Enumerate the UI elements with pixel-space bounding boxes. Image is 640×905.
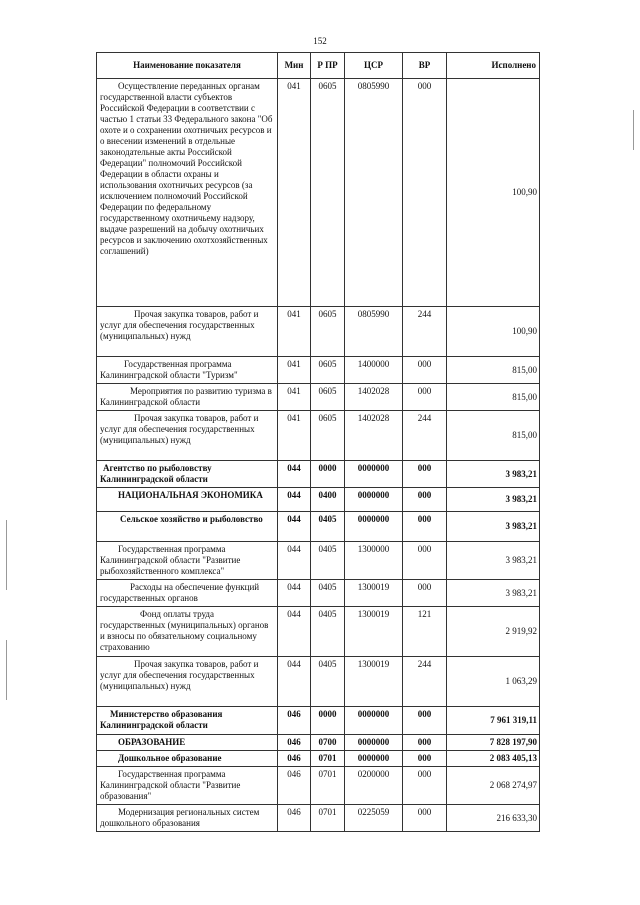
header-vr: ВР xyxy=(403,53,447,79)
cell-csr: 1400000 xyxy=(345,357,403,384)
cell-csr: 1300000 xyxy=(345,542,403,580)
cell-vr: 000 xyxy=(403,542,447,580)
table-row xyxy=(97,735,540,751)
cell-csr: 0000000 xyxy=(345,751,403,767)
cell-vr: 000 xyxy=(403,805,447,832)
cell-name: Министерство образования Калининградской области xyxy=(97,707,278,735)
page-number: 152 xyxy=(313,36,327,46)
cell-csr: 1402028 xyxy=(345,384,403,411)
cell-min: 044 xyxy=(278,461,311,488)
cell-min: 044 xyxy=(278,607,311,657)
cell-amount: 3 983,21 xyxy=(447,580,540,607)
cell-amount: 2 068 274,97 xyxy=(447,767,540,805)
cell-vr: 000 xyxy=(403,707,447,735)
cell-amount: 815,00 xyxy=(447,357,540,384)
cell-min: 044 xyxy=(278,542,311,580)
table-header-row xyxy=(97,53,540,79)
cell-vr: 244 xyxy=(403,307,447,357)
cell-amount: 815,00 xyxy=(447,384,540,411)
cell-amount: 3 983,21 xyxy=(447,512,540,542)
cell-rpr: 0405 xyxy=(311,580,345,607)
cell-vr: 121 xyxy=(403,607,447,657)
cell-rpr: 0700 xyxy=(311,735,345,751)
cell-name: Мероприятия по развитию туризма в Калининградской области xyxy=(97,384,278,411)
cell-csr: 0200000 xyxy=(345,767,403,805)
cell-csr: 0000000 xyxy=(345,707,403,735)
table-row xyxy=(97,580,540,607)
cell-csr: 0000000 xyxy=(345,512,403,542)
cell-min: 044 xyxy=(278,580,311,607)
cell-name: Государственная программа Калининградской области "Развитие рыбохозяйственного комплекса" xyxy=(97,542,278,580)
table-row xyxy=(97,707,540,735)
cell-rpr: 0605 xyxy=(311,79,345,307)
cell-rpr: 0405 xyxy=(311,512,345,542)
cell-csr: 0805990 xyxy=(345,79,403,307)
cell-min: 044 xyxy=(278,488,311,512)
cell-rpr: 0000 xyxy=(311,707,345,735)
cell-min: 046 xyxy=(278,707,311,735)
right-margin-mark xyxy=(633,110,634,150)
cell-amount: 1 063,29 xyxy=(447,657,540,707)
header-csr: ЦСР xyxy=(345,53,403,79)
cell-csr: 0000000 xyxy=(345,488,403,512)
cell-amount: 216 633,30 xyxy=(447,805,540,832)
cell-vr: 000 xyxy=(403,580,447,607)
cell-min: 041 xyxy=(278,384,311,411)
cell-name: Прочая закупка товаров, работ и услуг для обеспечения государственных (муниципальных) нужд xyxy=(97,657,278,707)
cell-name: Прочая закупка товаров, работ и услуг для обеспечения государственных (муниципальных) нужд xyxy=(97,307,278,357)
table-row xyxy=(97,357,540,384)
cell-rpr: 0400 xyxy=(311,488,345,512)
table-row xyxy=(97,657,540,707)
cell-csr: 0000000 xyxy=(345,461,403,488)
table-row xyxy=(97,607,540,657)
cell-name: ОБРАЗОВАНИЕ xyxy=(97,735,278,751)
cell-amount: 3 983,21 xyxy=(447,542,540,580)
table-row xyxy=(97,384,540,411)
cell-rpr: 0000 xyxy=(311,461,345,488)
cell-amount: 3 983,21 xyxy=(447,488,540,512)
cell-min: 044 xyxy=(278,657,311,707)
cell-min: 041 xyxy=(278,357,311,384)
cell-vr: 000 xyxy=(403,735,447,751)
cell-rpr: 0701 xyxy=(311,767,345,805)
header-rpr: Р ПР xyxy=(311,53,345,79)
cell-vr: 000 xyxy=(403,79,447,307)
cell-amount: 7 961 319,11 xyxy=(447,707,540,735)
cell-rpr: 0605 xyxy=(311,411,345,461)
cell-min: 041 xyxy=(278,307,311,357)
cell-vr: 244 xyxy=(403,657,447,707)
table-row xyxy=(97,542,540,580)
budget-table xyxy=(96,52,540,832)
cell-min: 046 xyxy=(278,805,311,832)
cell-min: 046 xyxy=(278,751,311,767)
cell-vr: 244 xyxy=(403,411,447,461)
cell-rpr: 0405 xyxy=(311,542,345,580)
cell-amount: 7 828 197,90 xyxy=(447,735,540,751)
table-row xyxy=(97,751,540,767)
cell-amount: 3 983,21 xyxy=(447,461,540,488)
table-row xyxy=(97,512,540,542)
cell-csr: 0225059 xyxy=(345,805,403,832)
cell-name: Прочая закупка товаров, работ и услуг для обеспечения государственных (муниципальных) нужд xyxy=(97,411,278,461)
cell-rpr: 0605 xyxy=(311,384,345,411)
left-margin-mark xyxy=(6,520,7,590)
cell-vr: 000 xyxy=(403,512,447,542)
cell-vr: 000 xyxy=(403,751,447,767)
cell-rpr: 0605 xyxy=(311,357,345,384)
header-name: Наименование показателя xyxy=(97,53,278,79)
cell-name: НАЦИОНАЛЬНАЯ ЭКОНОМИКА xyxy=(97,488,278,512)
cell-min: 046 xyxy=(278,735,311,751)
cell-rpr: 0701 xyxy=(311,751,345,767)
cell-rpr: 0405 xyxy=(311,607,345,657)
cell-name: Осуществление переданных органам государственной власти субъектов Российской Федерации в соответствии с частью 1 статьи 33 Федерального закона "Об охоте и о сохранении охотничьих ресурсов и о внесении изменений в отдельные законодательные акты Российской Федерации" полномочий Российской Федерации в области охраны и использования охотничьих ресурсов (за исключением полномочий Российской Федерации по федеральному государственному охотничьему надзору, выдаче разрешений на добычу охотничьих ресурсов и заключению охотхозяйственных соглашений) xyxy=(97,79,278,307)
cell-name: Фонд оплаты труда государственных (муниципальных) органов и взносы по обязательному социальному страхованию xyxy=(97,607,278,657)
cell-min: 041 xyxy=(278,411,311,461)
cell-csr: 1300019 xyxy=(345,580,403,607)
cell-amount: 2 919,92 xyxy=(447,607,540,657)
cell-vr: 000 xyxy=(403,357,447,384)
header-min: Мин xyxy=(278,53,311,79)
table-row xyxy=(97,488,540,512)
header-amount: Исполнено xyxy=(447,53,540,79)
cell-name: Сельское хозяйство и рыболовство xyxy=(97,512,278,542)
cell-name: Модернизация региональных систем дошкольного образования xyxy=(97,805,278,832)
cell-csr: 1402028 xyxy=(345,411,403,461)
cell-name: Государственная программа Калининградской области "Туризм" xyxy=(97,357,278,384)
table-row xyxy=(97,805,540,832)
cell-rpr: 0405 xyxy=(311,657,345,707)
table-row xyxy=(97,767,540,805)
cell-rpr: 0605 xyxy=(311,307,345,357)
cell-amount: 815,00 xyxy=(447,411,540,461)
cell-name: Государственная программа Калининградской области "Развитие образования" xyxy=(97,767,278,805)
cell-min: 041 xyxy=(278,79,311,307)
cell-amount: 100,90 xyxy=(447,307,540,357)
cell-vr: 000 xyxy=(403,767,447,805)
cell-vr: 000 xyxy=(403,384,447,411)
table-row xyxy=(97,461,540,488)
cell-csr: 1300019 xyxy=(345,607,403,657)
table-row xyxy=(97,411,540,461)
cell-amount: 2 083 405,13 xyxy=(447,751,540,767)
table-row xyxy=(97,79,540,307)
cell-min: 044 xyxy=(278,512,311,542)
table-row xyxy=(97,307,540,357)
cell-min: 046 xyxy=(278,767,311,805)
cell-csr: 0000000 xyxy=(345,735,403,751)
cell-name: Агентство по рыболовству Калининградской области xyxy=(97,461,278,488)
left-margin-mark xyxy=(6,640,7,700)
table-body xyxy=(97,79,540,832)
cell-vr: 000 xyxy=(403,461,447,488)
cell-csr: 1300019 xyxy=(345,657,403,707)
cell-vr: 000 xyxy=(403,488,447,512)
cell-csr: 0805990 xyxy=(345,307,403,357)
cell-name: Расходы на обеспечение функций государственных органов xyxy=(97,580,278,607)
cell-name: Дошкольное образование xyxy=(97,751,278,767)
cell-amount: 100,90 xyxy=(447,79,540,307)
cell-rpr: 0701 xyxy=(311,805,345,832)
